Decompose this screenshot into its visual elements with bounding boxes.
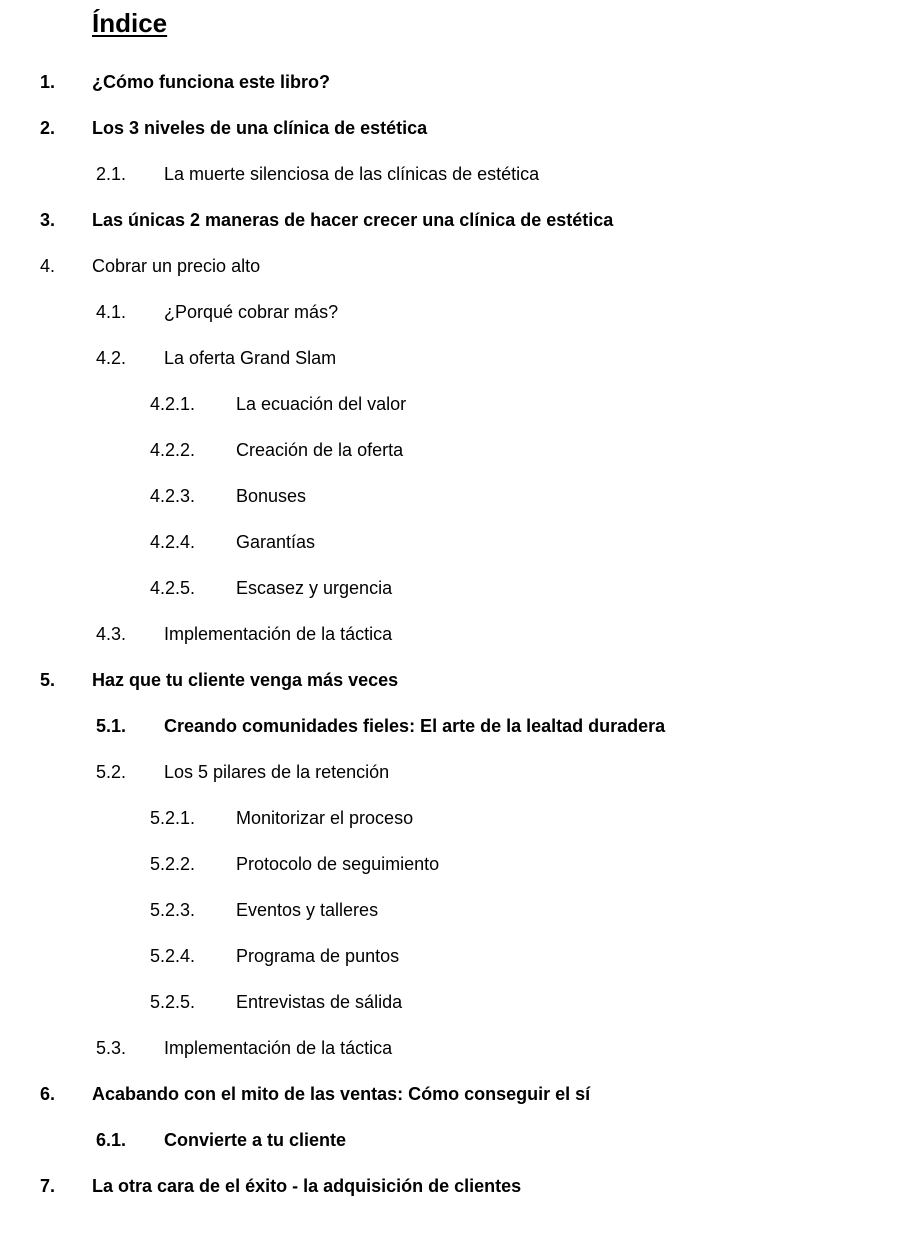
toc-entry-title[interactable]: La muerte silenciosa de las clínicas de estética xyxy=(164,164,540,184)
toc-entry-title[interactable]: Garantías xyxy=(236,532,316,552)
toc-entry-title[interactable]: La oferta Grand Slam xyxy=(164,348,337,368)
toc-entry-number: 4. xyxy=(40,256,56,276)
toc-entry-number: 5.2. xyxy=(96,762,127,782)
toc-entry-title[interactable]: Entrevistas de sálida xyxy=(236,992,403,1012)
toc-entry-number: 5.2.5. xyxy=(150,992,196,1012)
toc-entry-number: 5.2.3. xyxy=(150,900,196,920)
toc-entry-number: 5.2.4. xyxy=(150,946,196,966)
toc-entry-number: 4.2. xyxy=(96,348,127,368)
toc-entry-number: 4.3. xyxy=(96,624,127,644)
toc-entry-title[interactable]: Creación de la oferta xyxy=(236,440,404,460)
toc-entry-title[interactable]: Bonuses xyxy=(236,486,307,506)
toc-entry-number: 1. xyxy=(40,72,56,92)
toc-entry-title[interactable]: Implementación de la táctica xyxy=(164,1038,393,1058)
toc-entry-title[interactable]: Implementación de la táctica xyxy=(164,624,393,644)
toc-entry-title[interactable]: Convierte a tu cliente xyxy=(164,1130,347,1150)
toc-entry-number: 5.2.2. xyxy=(150,854,196,874)
toc-entry-number: 7. xyxy=(40,1176,56,1196)
toc-entry-number: 4.2.4. xyxy=(150,532,196,552)
toc-entry-title[interactable]: Los 5 pilares de la retención xyxy=(164,762,390,782)
toc-entry-title[interactable]: ¿Porqué cobrar más? xyxy=(164,302,339,322)
toc-entry-title[interactable]: Programa de puntos xyxy=(236,946,400,966)
toc-entry-number: 2. xyxy=(40,118,56,138)
toc-entry-number: 4.2.5. xyxy=(150,578,196,598)
toc-entry-number: 5.3. xyxy=(96,1038,127,1058)
toc-entry-number: 4.1. xyxy=(96,302,127,322)
toc-entry-title[interactable]: Creando comunidades fieles: El arte de la lealtad duradera xyxy=(164,716,666,736)
toc-entry-title[interactable]: Eventos y talleres xyxy=(236,900,379,920)
toc-entry-number: 6. xyxy=(40,1084,56,1104)
toc-entry-title[interactable]: Protocolo de seguimiento xyxy=(236,854,440,874)
toc-entry-title[interactable]: Escasez y urgencia xyxy=(236,578,393,598)
toc-entry-number: 4.2.1. xyxy=(150,394,196,414)
toc-entry-title[interactable]: Haz que tu cliente venga más veces xyxy=(92,670,399,690)
toc-entry-number: 2.1. xyxy=(96,164,127,184)
toc-entry-title[interactable]: Las únicas 2 maneras de hacer crecer una clínica de estética xyxy=(92,210,614,230)
toc-entry-title[interactable]: Los 3 niveles de una clínica de estética xyxy=(92,118,428,138)
toc-entry-title[interactable]: Acabando con el mito de las ventas: Cómo conseguir el sí xyxy=(92,1084,591,1104)
toc-entry-number: 4.2.3. xyxy=(150,486,196,506)
toc-entry-title[interactable]: La otra cara de el éxito - la adquisición de clientes xyxy=(92,1176,522,1196)
toc-entry-title[interactable]: Monitorizar el proceso xyxy=(236,808,414,828)
toc-entry-number: 5.2.1. xyxy=(150,808,196,828)
toc-entry-title[interactable]: ¿Cómo funciona este libro? xyxy=(92,72,331,92)
toc-entry-number: 6.1. xyxy=(96,1130,127,1150)
toc-entry-number: 3. xyxy=(40,210,56,230)
toc-entry-title[interactable]: La ecuación del valor xyxy=(236,394,407,414)
toc-entry-title[interactable]: Cobrar un precio alto xyxy=(92,256,261,276)
toc-entry-number: 5.1. xyxy=(96,716,127,736)
toc-entry-number: 4.2.2. xyxy=(150,440,196,460)
page-title: Índice xyxy=(92,8,168,38)
toc-entry-number: 5. xyxy=(40,670,56,690)
